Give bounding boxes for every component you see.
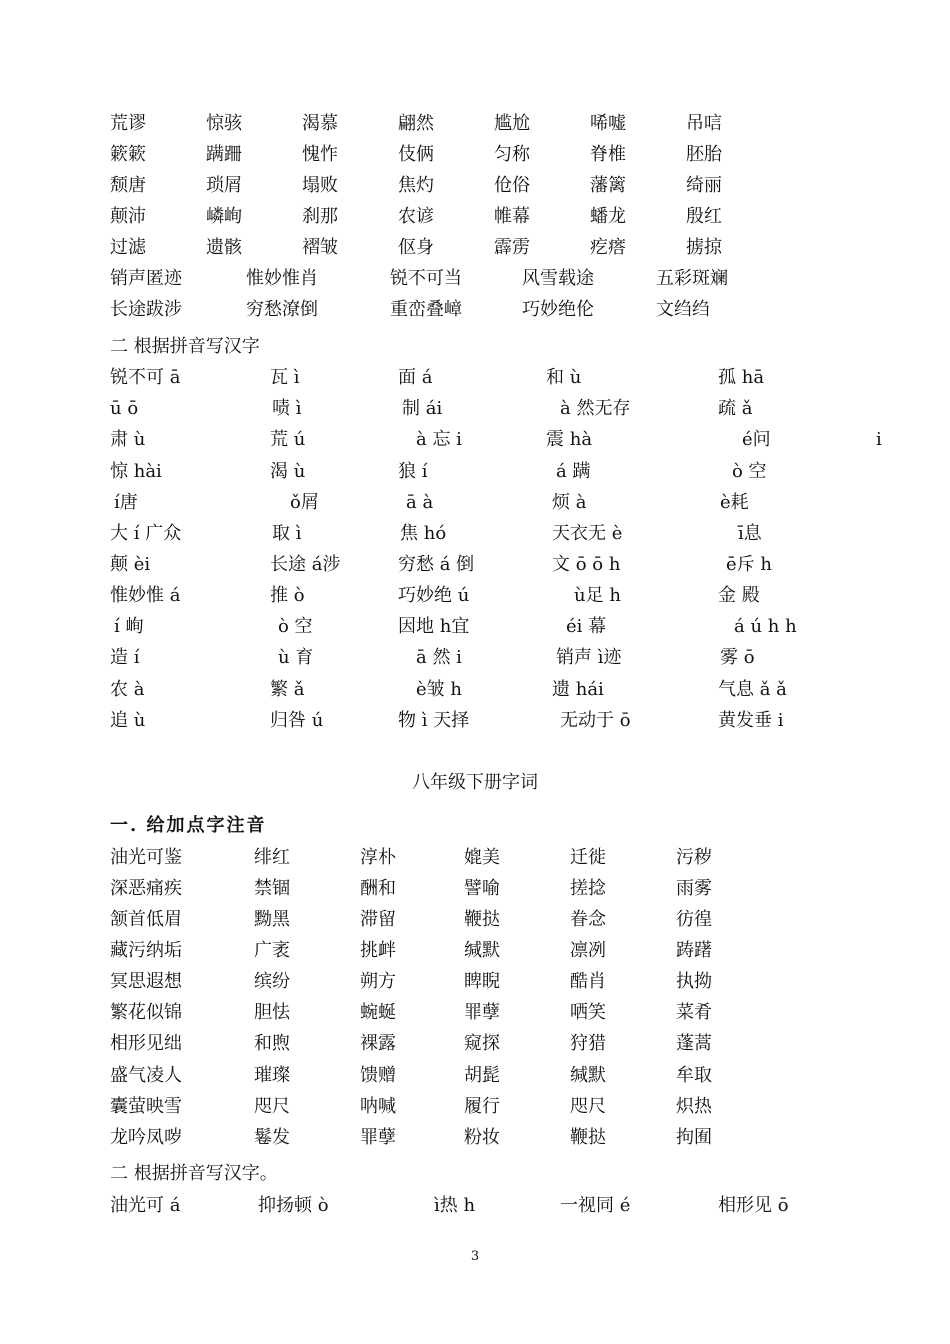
word-item: 疙瘩 (590, 237, 626, 258)
pinyin-item: 长途 á涉 (270, 554, 341, 575)
idiom-item: 风雪载途 (522, 268, 594, 289)
word-item: 焦灼 (398, 175, 434, 196)
idiom-item: 穷愁潦倒 (246, 299, 318, 320)
word-item: 粉妆 (464, 1127, 500, 1148)
pinyin-item: ī息 (738, 523, 762, 544)
word-item: 裸露 (360, 1033, 396, 1054)
word-item: 缄默 (570, 1065, 606, 1086)
word-item: 广袤 (254, 940, 290, 961)
pinyin-item: 无动于 ō (560, 710, 631, 731)
pinyin-row (0, 584, 950, 608)
word-item: 酷肖 (570, 971, 606, 992)
word-item: 缄默 (464, 940, 500, 961)
word-row (0, 174, 950, 198)
word-item: 酬和 (360, 878, 396, 899)
word-item: 颓唐 (110, 175, 146, 196)
pinyin-item: 颠 èi (110, 554, 151, 575)
word-row (0, 1095, 950, 1119)
word-item: 胆怯 (254, 1002, 290, 1023)
section-heading: 二 根据拼音写汉字。 (110, 1163, 278, 1184)
word-row (0, 846, 950, 870)
word-row (0, 112, 950, 136)
word-item: 牟取 (676, 1065, 712, 1086)
pinyin-item: 黄发垂 i (718, 710, 784, 731)
pinyin-item: ā à (406, 492, 434, 513)
pinyin-item: í唐 (114, 492, 138, 513)
word-item: 譬喻 (464, 878, 500, 899)
word-item: 和煦 (254, 1033, 290, 1054)
pinyin-item: 瓦 ì (270, 367, 300, 388)
pinyin-item: è耗 (720, 492, 749, 513)
word-item: 鬈发 (254, 1127, 290, 1148)
idiom-row (0, 298, 950, 322)
word-item: 唏嘘 (590, 113, 626, 134)
word-item: 相形见绌 (110, 1033, 182, 1054)
word-row (0, 908, 950, 932)
word-item: 拘囿 (676, 1127, 712, 1148)
word-item: 帷幕 (494, 206, 530, 227)
pinyin-item: 物 ì 天择 (398, 710, 470, 731)
word-item: 执拗 (676, 971, 712, 992)
word-row (0, 205, 950, 229)
word-item: 深恶痛疾 (110, 878, 182, 899)
word-item: 翩然 (398, 113, 434, 134)
word-item: 伎俩 (398, 144, 434, 165)
word-item: 蹒跚 (206, 144, 242, 165)
pinyin-item: ù足 h (574, 585, 621, 606)
word-item: 鞭挞 (570, 1127, 606, 1148)
word-item: 履行 (464, 1096, 500, 1117)
word-item: 冥思遐想 (110, 971, 182, 992)
pinyin-item: 制 ái (402, 398, 443, 419)
word-row (0, 143, 950, 167)
pinyin-item: ǒ屑 (290, 492, 319, 513)
pinyin-item: 造 í (110, 647, 140, 668)
page-number: 3 (470, 1249, 480, 1264)
word-item: 绯红 (254, 847, 290, 868)
pinyin-item: í 峋 (114, 616, 144, 637)
pinyin-item: 孤 hā (718, 367, 765, 388)
word-item: 凛冽 (570, 940, 606, 961)
pinyin-item: 震 hà (546, 429, 593, 450)
pinyin-item: á 蹒 (556, 461, 591, 482)
word-item: 彷徨 (676, 909, 712, 930)
pinyin-item: 惊 hài (110, 461, 162, 482)
pinyin-item: 气息 ǎ ǎ (718, 679, 787, 700)
word-item: 藏污纳垢 (110, 940, 182, 961)
word-item: 鞭挞 (464, 909, 500, 930)
word-row (0, 939, 950, 963)
word-item: 雨雾 (676, 878, 712, 899)
word-item: 遗骸 (206, 237, 242, 258)
word-row (0, 1032, 950, 1056)
pinyin-item: 烦 à (552, 492, 587, 513)
pinyin-row (0, 522, 950, 546)
word-item: 滞留 (360, 909, 396, 930)
word-item: 迁徙 (570, 847, 606, 868)
idiom-item: 惟妙惟肖 (246, 268, 318, 289)
section-title: 八年级下册字词 (412, 772, 538, 793)
pinyin-row (0, 491, 950, 515)
pinyin-item: 雾 ō (720, 647, 755, 668)
word-item: 愧怍 (302, 144, 338, 165)
word-item: 菜肴 (676, 1002, 712, 1023)
word-item: 媲美 (464, 847, 500, 868)
pinyin-item: 焦 hó (400, 523, 447, 544)
pinyin-row (0, 1194, 950, 1218)
word-item: 伧俗 (494, 175, 530, 196)
pinyin-item: 天衣无 è (552, 523, 623, 544)
pinyin-item: 狼 í (398, 461, 428, 482)
pinyin-row (0, 460, 950, 484)
word-item: 狩猎 (570, 1033, 606, 1054)
idiom-item: 长途跋涉 (110, 299, 182, 320)
word-row (0, 1001, 950, 1025)
word-item: 渴慕 (302, 113, 338, 134)
word-item: 罪孽 (464, 1002, 500, 1023)
pinyin-item: 归咎 ú (270, 710, 324, 731)
pinyin-item: i (876, 429, 882, 450)
word-item: 褶皱 (302, 237, 338, 258)
word-row (0, 1126, 950, 1150)
word-item: 伛身 (398, 237, 434, 258)
word-item: 脊椎 (590, 144, 626, 165)
pinyin-item: 啧 ì (272, 398, 302, 419)
word-item: 缤纷 (254, 971, 290, 992)
word-item: 罪孽 (360, 1127, 396, 1148)
word-item: 馈赠 (360, 1065, 396, 1086)
pinyin-row (0, 428, 950, 452)
pinyin-item: 渴 ù (270, 461, 306, 482)
word-item: 污秽 (676, 847, 712, 868)
idiom-item: 锐不可当 (390, 268, 462, 289)
pinyin-row (0, 366, 950, 390)
pinyin-item: 销声 ì迹 (556, 647, 622, 668)
pinyin-item: 锐不可 ā (110, 367, 181, 388)
pinyin-item: ù 育 (278, 647, 314, 668)
pinyin-item: 穷愁 á 倒 (398, 554, 475, 575)
pinyin-item: è皱 h (416, 679, 462, 700)
pinyin-item: 抑扬顿 ò (258, 1195, 329, 1216)
word-item: 簌簌 (110, 144, 146, 165)
word-item: 匀称 (494, 144, 530, 165)
word-item: 咫尺 (570, 1096, 606, 1117)
pinyin-item: ū ō (110, 398, 139, 419)
word-row (0, 877, 950, 901)
idiom-item: 文绉绉 (656, 299, 710, 320)
word-item: 油光可鉴 (110, 847, 182, 868)
pinyin-item: 疏 ǎ (718, 398, 753, 419)
section-heading: 二 根据拼音写汉字 (110, 336, 260, 357)
pinyin-item: 遗 hái (552, 679, 604, 700)
pinyin-row (0, 646, 950, 670)
pinyin-item: 大 í 广众 (110, 523, 182, 544)
word-item: 搓捻 (570, 878, 606, 899)
pinyin-item: 繁 ǎ (270, 679, 305, 700)
word-item: 藩篱 (590, 175, 626, 196)
pinyin-item: ò 空 (732, 461, 767, 482)
idiom-item: 重峦叠嶂 (390, 299, 462, 320)
idiom-item: 巧妙绝伦 (522, 299, 594, 320)
pinyin-item: 农 à (110, 679, 145, 700)
pinyin-row (0, 615, 950, 639)
pinyin-item: 惟妙惟 á (110, 585, 181, 606)
pinyin-item: á ú h h (734, 616, 797, 637)
word-item: 窥探 (464, 1033, 500, 1054)
word-item: 殷红 (686, 206, 722, 227)
pinyin-item: 因地 h宜 (398, 616, 470, 637)
word-item: 胡髭 (464, 1065, 500, 1086)
word-item: 炽热 (676, 1096, 712, 1117)
word-item: 颠沛 (110, 206, 146, 227)
word-item: 繁花似锦 (110, 1002, 182, 1023)
word-item: 囊萤映雪 (110, 1096, 182, 1117)
word-row (0, 1064, 950, 1088)
pinyin-item: 一视同 é (560, 1195, 631, 1216)
word-item: 胚胎 (686, 144, 722, 165)
word-item: 眷念 (570, 909, 606, 930)
pinyin-item: ā 然 i (416, 647, 462, 668)
word-row (0, 236, 950, 260)
pinyin-item: 肃 ù (110, 429, 146, 450)
pinyin-item: 相形见 ō (718, 1195, 789, 1216)
word-item: 黝黑 (254, 909, 290, 930)
word-item: 挑衅 (360, 940, 396, 961)
pinyin-item: 荒 ú (270, 429, 306, 450)
word-item: 塌败 (302, 175, 338, 196)
word-item: 刹那 (302, 206, 338, 227)
word-item: 惊骇 (206, 113, 242, 134)
word-item: 璀璨 (254, 1065, 290, 1086)
pinyin-item: 巧妙绝 ú (398, 585, 470, 606)
pinyin-item: 和 ù (546, 367, 582, 388)
pinyin-item: 取 ì (272, 523, 302, 544)
word-item: 琐屑 (206, 175, 242, 196)
word-item: 龙吟凤哕 (110, 1127, 182, 1148)
idiom-row (0, 267, 950, 291)
pinyin-item: é问 (742, 429, 771, 450)
pinyin-item: à 忘 i (416, 429, 462, 450)
word-item: 嶙峋 (206, 206, 242, 227)
word-item: 哂笑 (570, 1002, 606, 1023)
pinyin-item: 文 ō ō h (552, 554, 621, 575)
word-item: 绮丽 (686, 175, 722, 196)
word-item: 尴尬 (494, 113, 530, 134)
pinyin-row (0, 553, 950, 577)
word-item: 蟠龙 (590, 206, 626, 227)
pinyin-item: à 然无存 (560, 398, 631, 419)
word-item: 农谚 (398, 206, 434, 227)
word-row (0, 970, 950, 994)
word-item: 呐喊 (360, 1096, 396, 1117)
idiom-item: 五彩斑斓 (656, 268, 728, 289)
word-item: 荒谬 (110, 113, 146, 134)
word-item: 盛气凌人 (110, 1065, 182, 1086)
pinyin-item: 面 á (398, 367, 433, 388)
idiom-item: 销声匿迹 (110, 268, 182, 289)
word-item: 蜿蜒 (360, 1002, 396, 1023)
pinyin-item: 推 ò (270, 585, 305, 606)
word-item: 朔方 (360, 971, 396, 992)
pinyin-row (0, 709, 950, 733)
word-item: 睥睨 (464, 971, 500, 992)
word-item: 吊唁 (686, 113, 722, 134)
pinyin-item: ì热 h (434, 1195, 476, 1216)
word-item: 掳掠 (686, 237, 722, 258)
pinyin-item: 追 ù (110, 710, 146, 731)
pinyin-item: 油光可 á (110, 1195, 181, 1216)
word-item: 颔首低眉 (110, 909, 182, 930)
section-heading: 一. 给加点字注音 (110, 815, 267, 836)
pinyin-row (0, 678, 950, 702)
word-item: 咫尺 (254, 1096, 290, 1117)
word-item: 蓬蒿 (676, 1033, 712, 1054)
word-item: 过滤 (110, 237, 146, 258)
pinyin-row (0, 397, 950, 421)
pinyin-item: ò 空 (278, 616, 313, 637)
word-item: 禁锢 (254, 878, 290, 899)
word-item: 踌躇 (676, 940, 712, 961)
pinyin-item: ē斥 h (726, 554, 772, 575)
pinyin-item: 金 殿 (718, 585, 760, 606)
pinyin-item: éi 幕 (566, 616, 607, 637)
word-item: 霹雳 (494, 237, 530, 258)
word-item: 淳朴 (360, 847, 396, 868)
